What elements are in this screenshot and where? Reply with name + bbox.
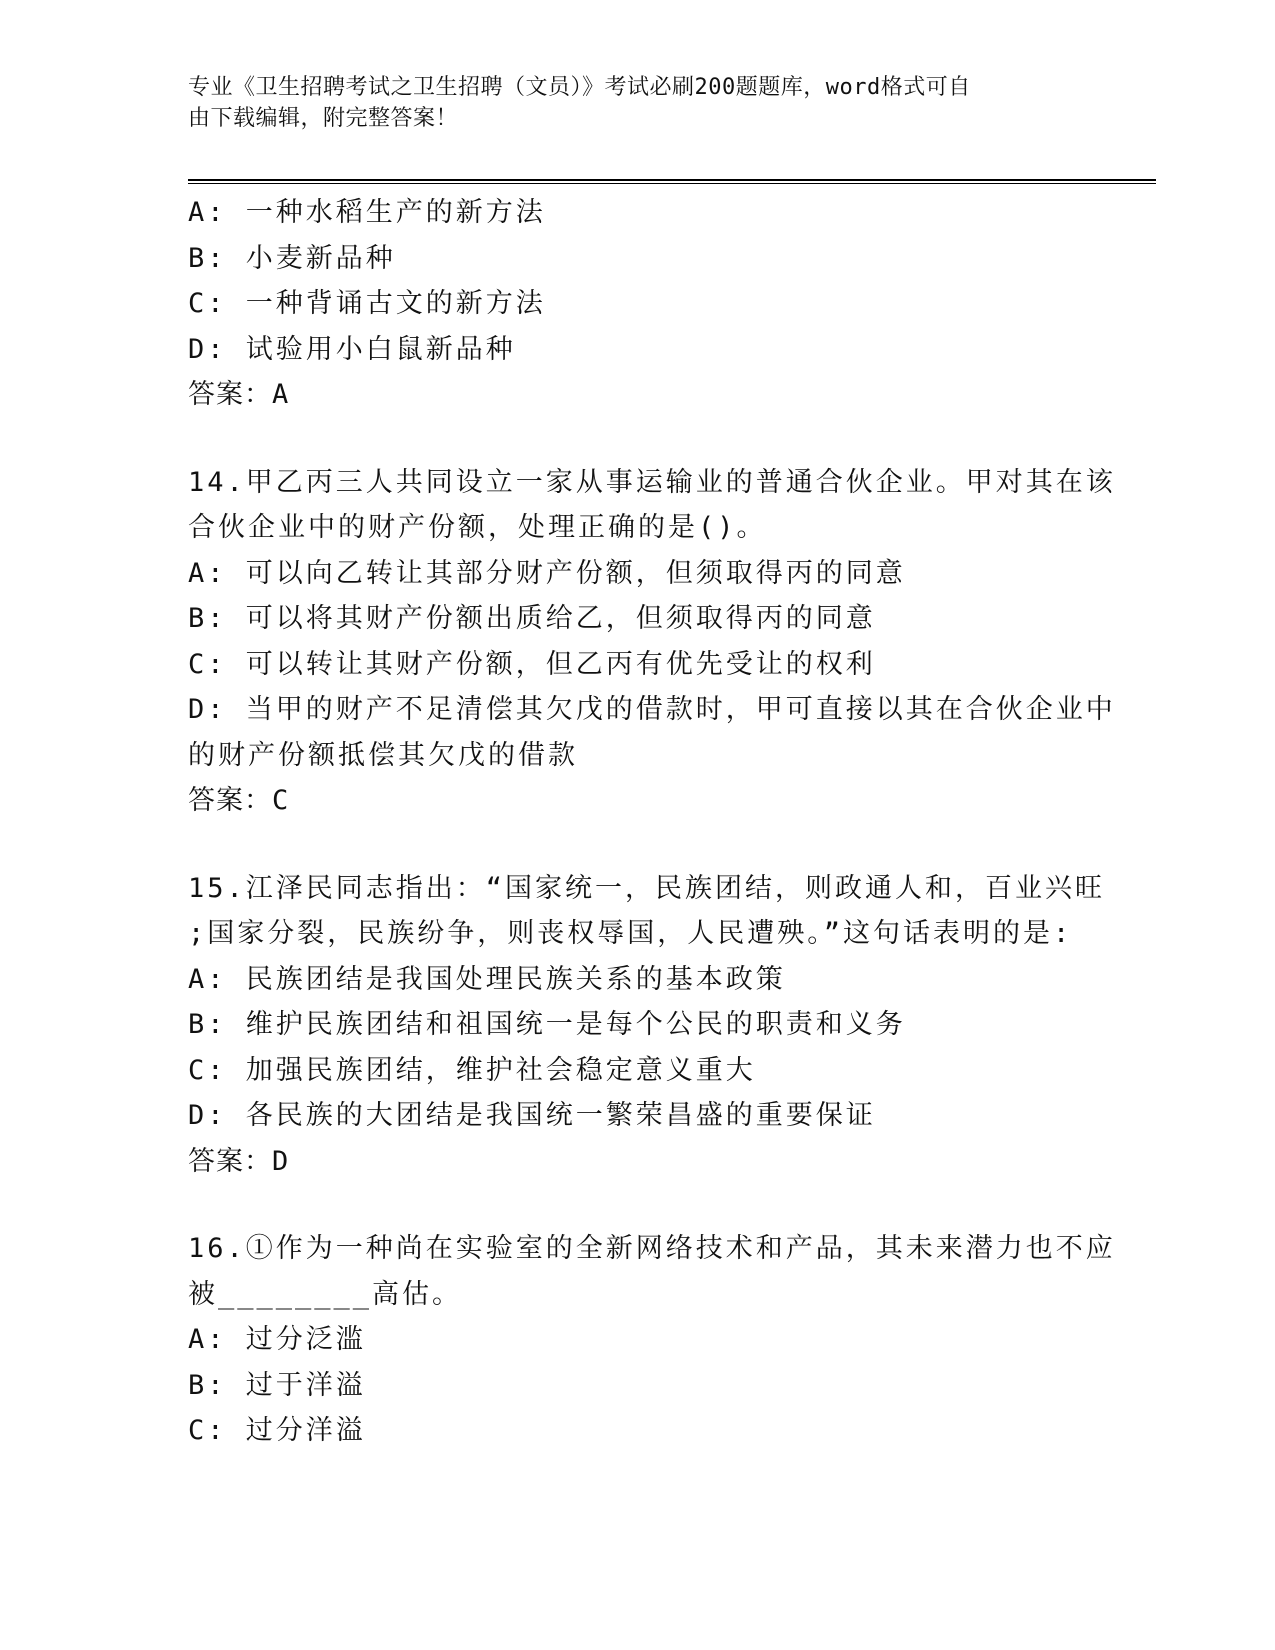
option-d: D: 当甲的财产不足清偿其欠戊的借款时，甲可直接以其在合伙企业中 xyxy=(188,694,1116,725)
option-a: A: 一种水稻生产的新方法 xyxy=(188,197,546,228)
answer-line: 答案：A xyxy=(188,379,290,410)
question-list xyxy=(188,190,1116,1454)
option-b: B: 维护民族团结和祖国统一是每个公民的职责和义务 xyxy=(188,1009,906,1040)
question-stem-line-1: 14.甲乙丙三人共同设立一家从事运输业的普通合伙企业。甲对其在该 xyxy=(188,466,1116,498)
question-14 xyxy=(188,460,1116,824)
question-stem-line-1: 15.江泽民同志指出：“国家统一，民族团结，则政通人和，百业兴旺 xyxy=(188,872,1106,904)
option-c: C: 过分洋溢 xyxy=(188,1415,366,1446)
answer-line: 答案：C xyxy=(188,785,290,816)
option-c: C: 一种背诵古文的新方法 xyxy=(188,288,546,319)
option-b: B: 可以将其财产份额出质给乙，但须取得丙的同意 xyxy=(188,603,876,634)
question-stem-line-2: 合伙企业中的财产份额，处理正确的是()。 xyxy=(188,512,767,543)
question-13 xyxy=(188,190,1088,418)
header-line-2: 由下载编辑，附完整答案！ xyxy=(188,106,459,131)
option-c: C: 加强民族团结，维护社会稳定意义重大 xyxy=(188,1054,756,1086)
question-stem-line-2: 被________高估。 xyxy=(188,1278,463,1310)
option-b: B: 过于洋溢 xyxy=(188,1369,366,1401)
option-d: D: 各民族的大团结是我国统一繁荣昌盛的重要保证 xyxy=(188,1100,876,1131)
question-15 xyxy=(188,866,1106,1185)
option-a: A: 可以向乙转让其部分财产份额，但须取得丙的同意 xyxy=(188,557,906,589)
option-c: C: 可以转让其财产份额，但乙丙有优先受让的权利 xyxy=(188,648,876,680)
question-16 xyxy=(188,1226,1116,1454)
document-header xyxy=(188,72,1078,134)
option-d-continued: 的财产份额抵偿其欠戊的借款 xyxy=(188,739,578,771)
question-stem-line-2: ;国家分裂，民族纷争，则丧权辱国，人民遭殃。”这句话表明的是: xyxy=(188,918,1073,949)
question-stem-line-1: 16.①作为一种尚在实验室的全新网络技术和产品，其未来潜力也不应 xyxy=(188,1233,1116,1264)
option-a: A: 过分泛滥 xyxy=(188,1324,366,1355)
header-line-1: 专业《卫生招聘考试之卫生招聘（文员）》考试必刷200题题库，word格式可自 xyxy=(188,75,971,100)
header-divider xyxy=(188,179,1156,184)
option-a: A: 民族团结是我国处理民族关系的基本政策 xyxy=(188,963,786,995)
option-b: B: 小麦新品种 xyxy=(188,242,396,274)
option-d: D: 试验用小白鼠新品种 xyxy=(188,333,516,365)
answer-line: 答案：D xyxy=(188,1145,290,1177)
